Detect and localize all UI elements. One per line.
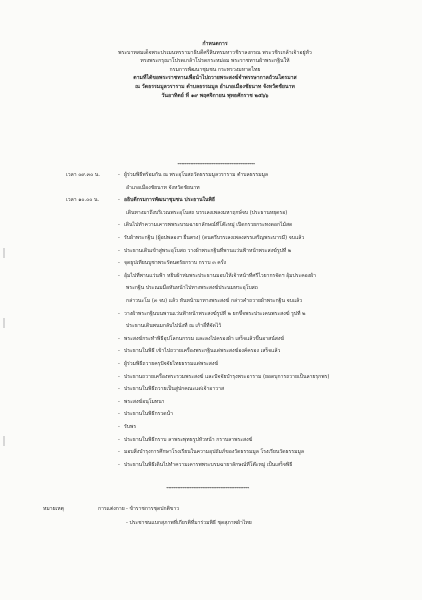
schedule-item-text: กล่าวนะโม (๓ จบ) แล้ว หันหน้ามาทางพระสงฆ์ กล่าวคำถวายผ้าพระกฐิน จบแล้ว — [126, 298, 303, 304]
remarks-line: - ประชาชนแบกสุภาพที่เกียรติที่มาร่วมพิธี ชุดสุภาพผ้าไทย — [126, 520, 252, 526]
remarks-line: - ข้าราชการชุดปกติขาว — [126, 506, 180, 512]
schedule-item-text: เดินทางมาถึงบริเวณพระอุโบสถ บรรเลงเพลงมหาฤกษ์จบ (ประธานหยุดรอ) — [126, 209, 288, 216]
schedule-item-text: ประธานเดินพนมกลับไปนั่งที่ ณ เก้าอี้ที่จัดไว้ — [126, 323, 222, 330]
separator-bottom: ********************************************** — [166, 487, 249, 492]
schedule-item-text: จุดธูปเทียนบูชาพระรัตนตรัยกราบ กราบ ๓ ครั้ง — [124, 260, 226, 267]
schedule-item-text: ประธานในพิธีกราบ ลาพระพุทธรูปหัวหน้า กราบลาพระสงฆ์ — [124, 436, 253, 443]
schedule-item-text: ประธานในพิธี เข้าไปถวายเครื่องพระกฐินแด่พระสงฆ์องค์ครอง เสร็จแล้ว — [124, 348, 281, 355]
remarks-category: การแต่งกาย — [98, 506, 125, 512]
header-line: พระบาทสมเด็จพระปรเมนทรรามาธิบดีศรีสินทรมหาวชิราลงกรณ พระวชิรเกล้าเจ้าอยู่หัว — [118, 49, 312, 56]
schedule-item-text: รับพร — [124, 424, 137, 430]
header-line: วันอาทิตย์ ที่ ๑๙ พฤศจิกายน พุทธศักราช ๒๕๖๖ — [161, 92, 269, 99]
document-title: กำหนดการ — [202, 41, 228, 47]
schedule-item-text: วางผ้าพระกฐินบนพานแว่นฟ้าหน้าพระสงฆ์รูปที่ ๒ ยกขึ้จพระประเคนพระสงฆ์ รูปที่ ๒ — [124, 310, 306, 317]
schedule-item-text: ผู้ร่วมพิธีพร้อมกัน ณ พระอุโบสถวัดธรรมมูลวราราม ตำบลธรรมมูล — [124, 172, 269, 178]
schedule-bullet: - — [118, 424, 120, 430]
schedule-bullet: - — [118, 449, 120, 456]
schedule-bullet: - — [118, 222, 120, 229]
scan-edge-mark — [3, 436, 5, 446]
scan-edge-mark — [3, 248, 5, 258]
schedule-item-text: ประธานถวายเครื่องพระรวมพระสงฆ์ และปัจจัยบำรุงพระอาราม (ยอดบุการถวายเป็นลายรุกพร) — [124, 373, 330, 380]
schedule-item-text: ประธานในพิธีกรวดน้ำ — [124, 411, 173, 418]
schedule-bullet: - — [118, 361, 120, 367]
schedule-bullet: - — [118, 272, 120, 279]
schedule-bullet: - — [118, 310, 120, 317]
schedule-item-text: ประธานในพิธีถวายเป็นสู่ปกคณะแด่เจ้าอาวาส — [124, 386, 225, 393]
schedule-bullet: - — [118, 260, 120, 267]
schedule-bullet: - — [118, 348, 120, 355]
schedule-bullet: - — [118, 235, 120, 241]
schedule-item-text: อธิบดีกรมการพัฒนาชุมชน ประธานในพิธี — [124, 197, 215, 204]
header-line: ตามที่ได้ขอพระราชทานเพื่อนำไปถวายพระสงฆ์จำพรรษากาลถ้วนไตรมาส — [133, 75, 297, 82]
schedule-item-text: ประธานในพิธีเดินไปทำความเคารพพระบรมฉายาลักษณ์ที่โต๊ะหมู่ เป็นเสร็จพิธี — [124, 461, 293, 468]
schedule-item-text: อำเภอเมืองชัยนาท จังหวัดชัยนาท — [126, 184, 200, 191]
schedule-item-text: พระกฐิน ประณมมือหันหน้าไปทางพระสงฆ์ประนมหระอุโบสถ — [126, 285, 258, 292]
schedule-bullet: - — [118, 411, 120, 418]
schedule-bullet: - — [118, 373, 120, 380]
header-line: กรมการพัฒนาชุมชน กระทรวงมหาดไทย — [169, 66, 261, 73]
schedule-bullet: - — [118, 335, 120, 342]
header-block — [70, 40, 360, 100]
schedule-item-text: รับผ้าพระกฐิน (ผู้อปพลองฯ ยืนตรง) (ดนตรีบรรเลงเพลงสรรเสริญพระบารมี) จบแล้ว — [124, 235, 305, 241]
separator-top: ******************************************* — [177, 163, 255, 168]
schedule-bullet: - — [118, 398, 120, 405]
header-line: ณ วัดธรรมมูลวราราม ตำบลธรรมมูล อำเภอเมืองชัยนาท จังหวัดชัยนาท — [135, 83, 295, 90]
schedule-item-text: อุ้มไปที่พานแว่นฟ้า หยิบผ้าห่มพระประธานมอบให้เจ้าหน้าที่ศรีไวยากรจัดฯ อุ้มประคองผ้า — [124, 272, 316, 279]
schedule-bullet: - — [118, 247, 120, 254]
schedule-bullet: - — [118, 386, 120, 393]
schedule-item-text: พระสงฆ์อนุโมทนา — [124, 398, 165, 405]
remarks-label: หมายเหตุ — [43, 506, 64, 512]
schedule-time: เวลา ๐๙.๓๐ น. — [66, 172, 100, 178]
schedule-bullet: - — [118, 172, 120, 178]
schedule-bullet: - — [118, 197, 120, 204]
schedule-item-text: มอบสิ่งบำรุงการศึกษาโรงเรียนในความอุปถัมภ์ของวัดธรรมมูล โรงเรียนวัดธรรมมูล — [124, 449, 304, 456]
schedule-time: เวลา ๑๐.๐๐ น. — [66, 197, 100, 204]
schedule-bullet: - — [118, 461, 120, 468]
schedule-item-text: เดินไปทำความเคารพพระบรมฉายาลักษณ์ที่โต๊ะหมู่ เปิดกรวยกระทงดอกไม้สด — [124, 222, 293, 229]
header-line: ทรงพระกรุณาโปรดเกล้าโปรดกระหม่อม พระราชทานผ้าพระกฐินให้ — [140, 58, 290, 65]
schedule-item-text: ผู้ร่วมพิธีถวายครุปัจจัยไทยธรรมแด่พระสงฆ์ — [124, 361, 219, 367]
schedule-item-text: พระสงฆ์กระทำพิธีอุปโลกนกรรม และลงไปครองผ้า เสร็จแล้วขึ้นอาสน์สงฆ์ — [124, 335, 285, 342]
scan-edge-mark — [3, 318, 5, 328]
schedule-item-text: ประธานเดินเข้าสู่พระอุโบสถ วางผ้าพระกฐินที่พานแว่นฟ้าหน้าพระสงฆ์รูปที่ ๒ — [124, 247, 292, 254]
schedule-bullet: - — [118, 436, 120, 443]
